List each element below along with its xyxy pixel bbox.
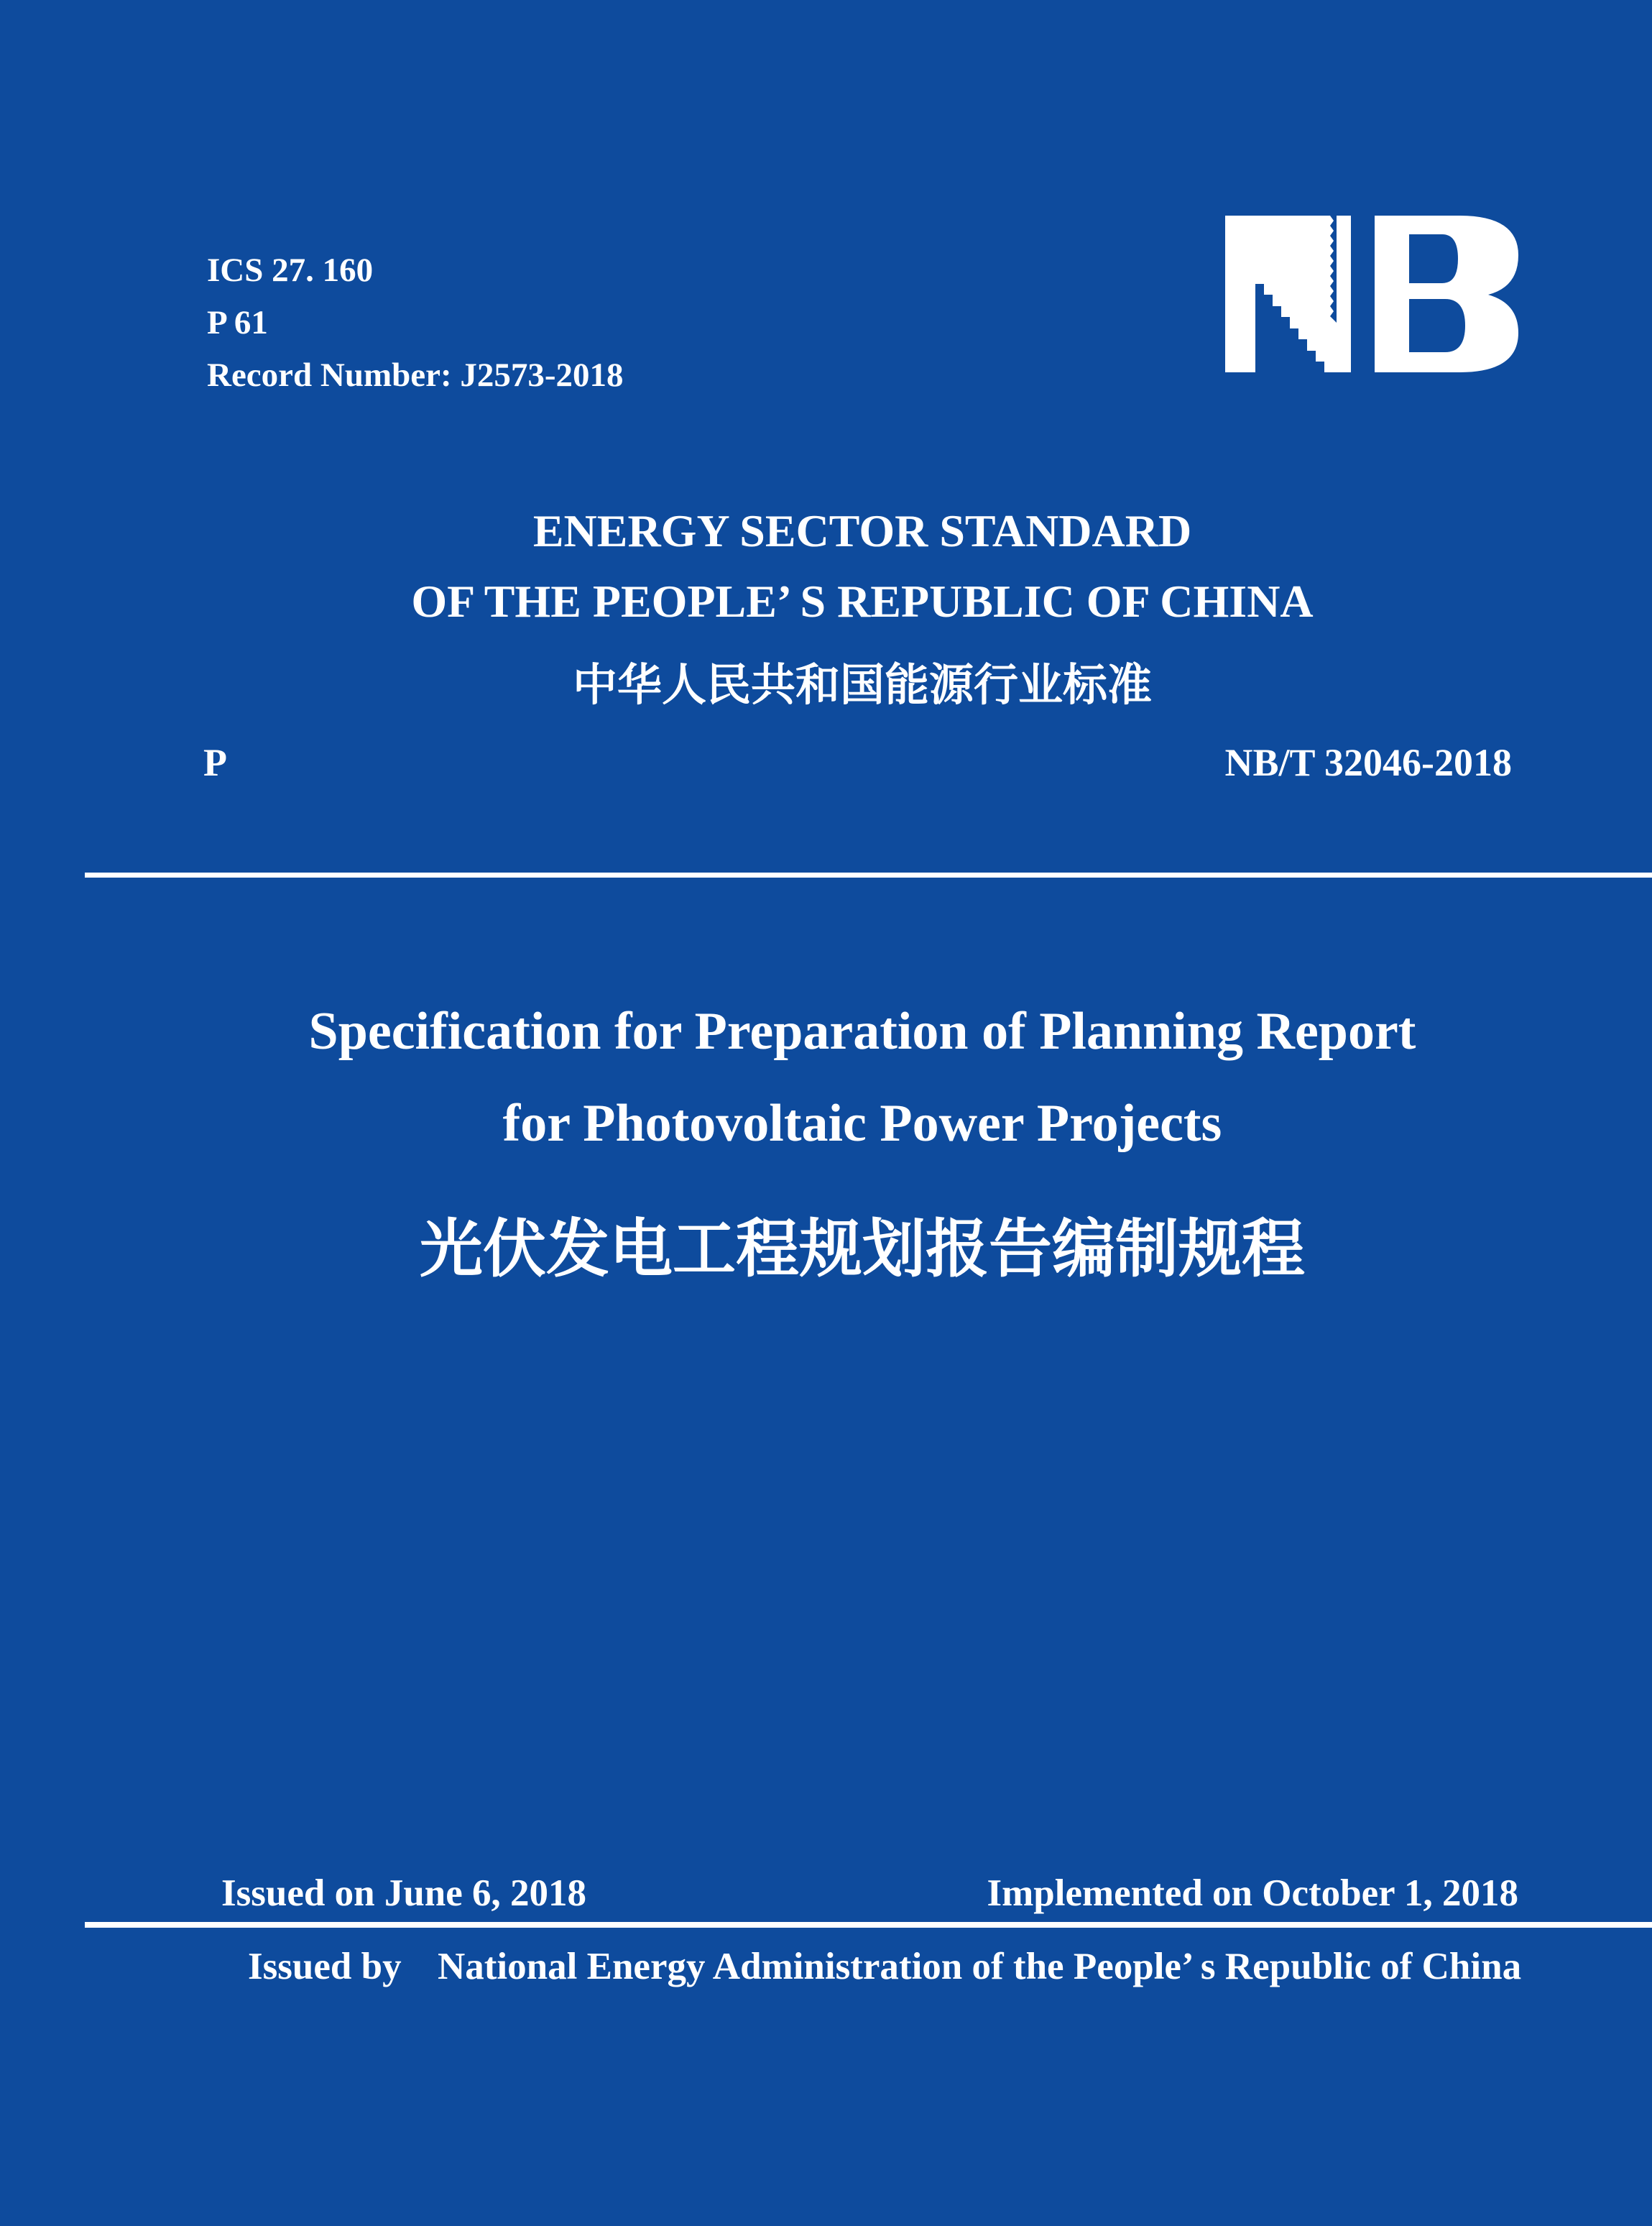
standard-heading-en-line1: ENERGY SECTOR STANDARD — [532, 505, 1192, 556]
upper-divider-line — [85, 873, 1652, 878]
standard-heading-en-line2: OF THE PEOPLE’ S REPUBLIC OF CHINA — [411, 576, 1314, 627]
standard-code: NB/T 32046-2018 — [1224, 741, 1512, 784]
ics-code: ICS 27. 160 — [207, 252, 374, 289]
title-en-line2: for Photovoltaic Power Projects — [502, 1094, 1222, 1153]
document-meta-block — [207, 244, 624, 402]
lower-divider-line — [85, 1922, 1652, 1928]
issued-by-label: Issued by — [248, 1946, 402, 1987]
record-number: Record Number: J2573-2018 — [207, 357, 624, 394]
title-zh: 光伏发电工程规划报告编制规程 — [419, 1215, 1305, 1285]
issued-date: Issued on June 6, 2018 — [221, 1872, 587, 1914]
title-en-line1: Specification for Preparation of Planning Report — [308, 1002, 1416, 1061]
doc-class-code: P 61 — [207, 304, 268, 341]
nb-logo — [1225, 216, 1518, 372]
class-mark: P — [203, 741, 227, 784]
standard-heading-zh: 中华人民共和国能源行业标准 — [572, 661, 1152, 710]
issued-by-authority: National Energy Administration of the People’ s Republic of China — [438, 1946, 1522, 1987]
nb-logo-graphic — [1225, 216, 1518, 372]
implemented-date: Implemented on October 1, 2018 — [987, 1872, 1518, 1914]
